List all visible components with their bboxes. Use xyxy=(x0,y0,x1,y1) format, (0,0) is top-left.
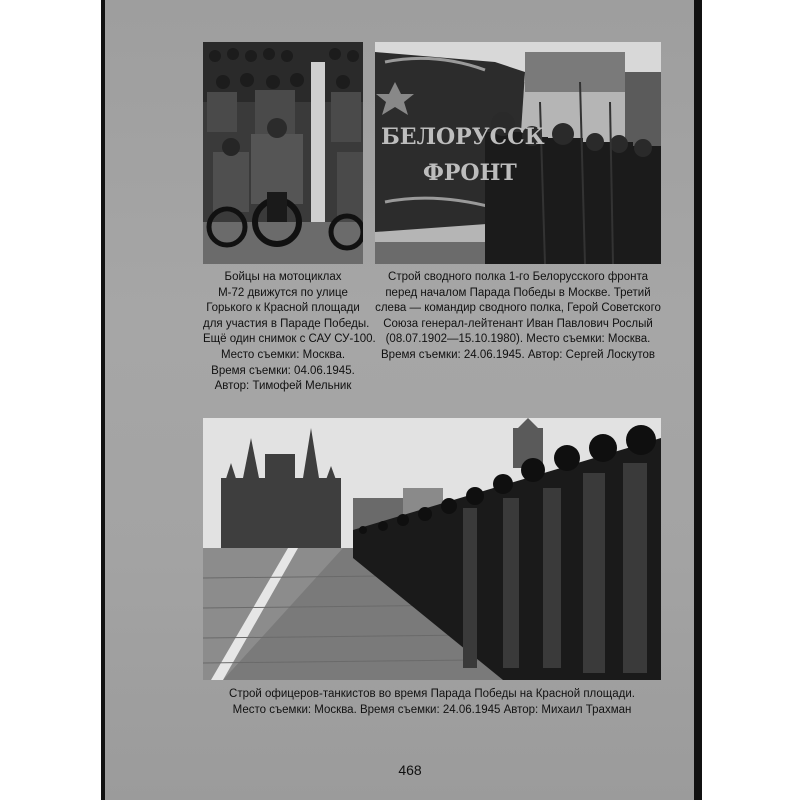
caption-line: Союза генерал-лейтенант Иван Павлович Рослый xyxy=(383,317,653,330)
caption-line: М-72 движутся по улице xyxy=(218,286,348,299)
caption-line: слева — командир сводного полка, Герой Советского xyxy=(375,302,661,315)
caption-belorussian-front xyxy=(368,270,668,364)
banner-text-line2: ФРОНТ xyxy=(423,160,517,186)
banner-text-line1: БЕЛОРУССК xyxy=(381,124,545,150)
caption-line: перед началом Парада Победы в Москве. Третий xyxy=(385,286,651,299)
photo-motorcycles xyxy=(203,42,363,264)
page-edge-right xyxy=(694,0,702,800)
caption-line: Ещё один снимок с САУ СУ-100. xyxy=(203,333,376,346)
photo-tank-officers xyxy=(203,418,661,680)
caption-line: Место съемки: Москва. Время съемки: 24.06.1945 Автор: Михаил Трахман xyxy=(232,703,632,716)
caption-line: для участия в Параде Победы. xyxy=(203,317,370,330)
caption-line: Место съемки: Москва. xyxy=(220,348,346,361)
caption-line: Строй офицеров-танкистов во время Парада Победы на Красной площади. xyxy=(229,688,635,700)
caption-motorcycles xyxy=(203,270,376,395)
caption-line: (08.07.1902—15.10.1980). Место съемки: Москва. xyxy=(385,333,651,346)
caption-line: Автор: Тимофей Мельник xyxy=(214,380,352,393)
caption-tank-officers xyxy=(203,687,661,718)
caption-line: Строй сводного полка 1-го Белорусского фронта xyxy=(388,271,648,283)
caption-line: Время съемки: 24.06.1945. Автор: Сергей Лоскутов xyxy=(381,348,655,361)
caption-line: Бойцы на мотоциклах xyxy=(224,271,342,283)
page-number: 468 xyxy=(398,762,422,778)
caption-line: Горького к Красной площади xyxy=(206,302,360,315)
caption-line: Время съемки: 04.06.1945. xyxy=(211,364,355,377)
photo-belorussian-front xyxy=(375,42,661,264)
